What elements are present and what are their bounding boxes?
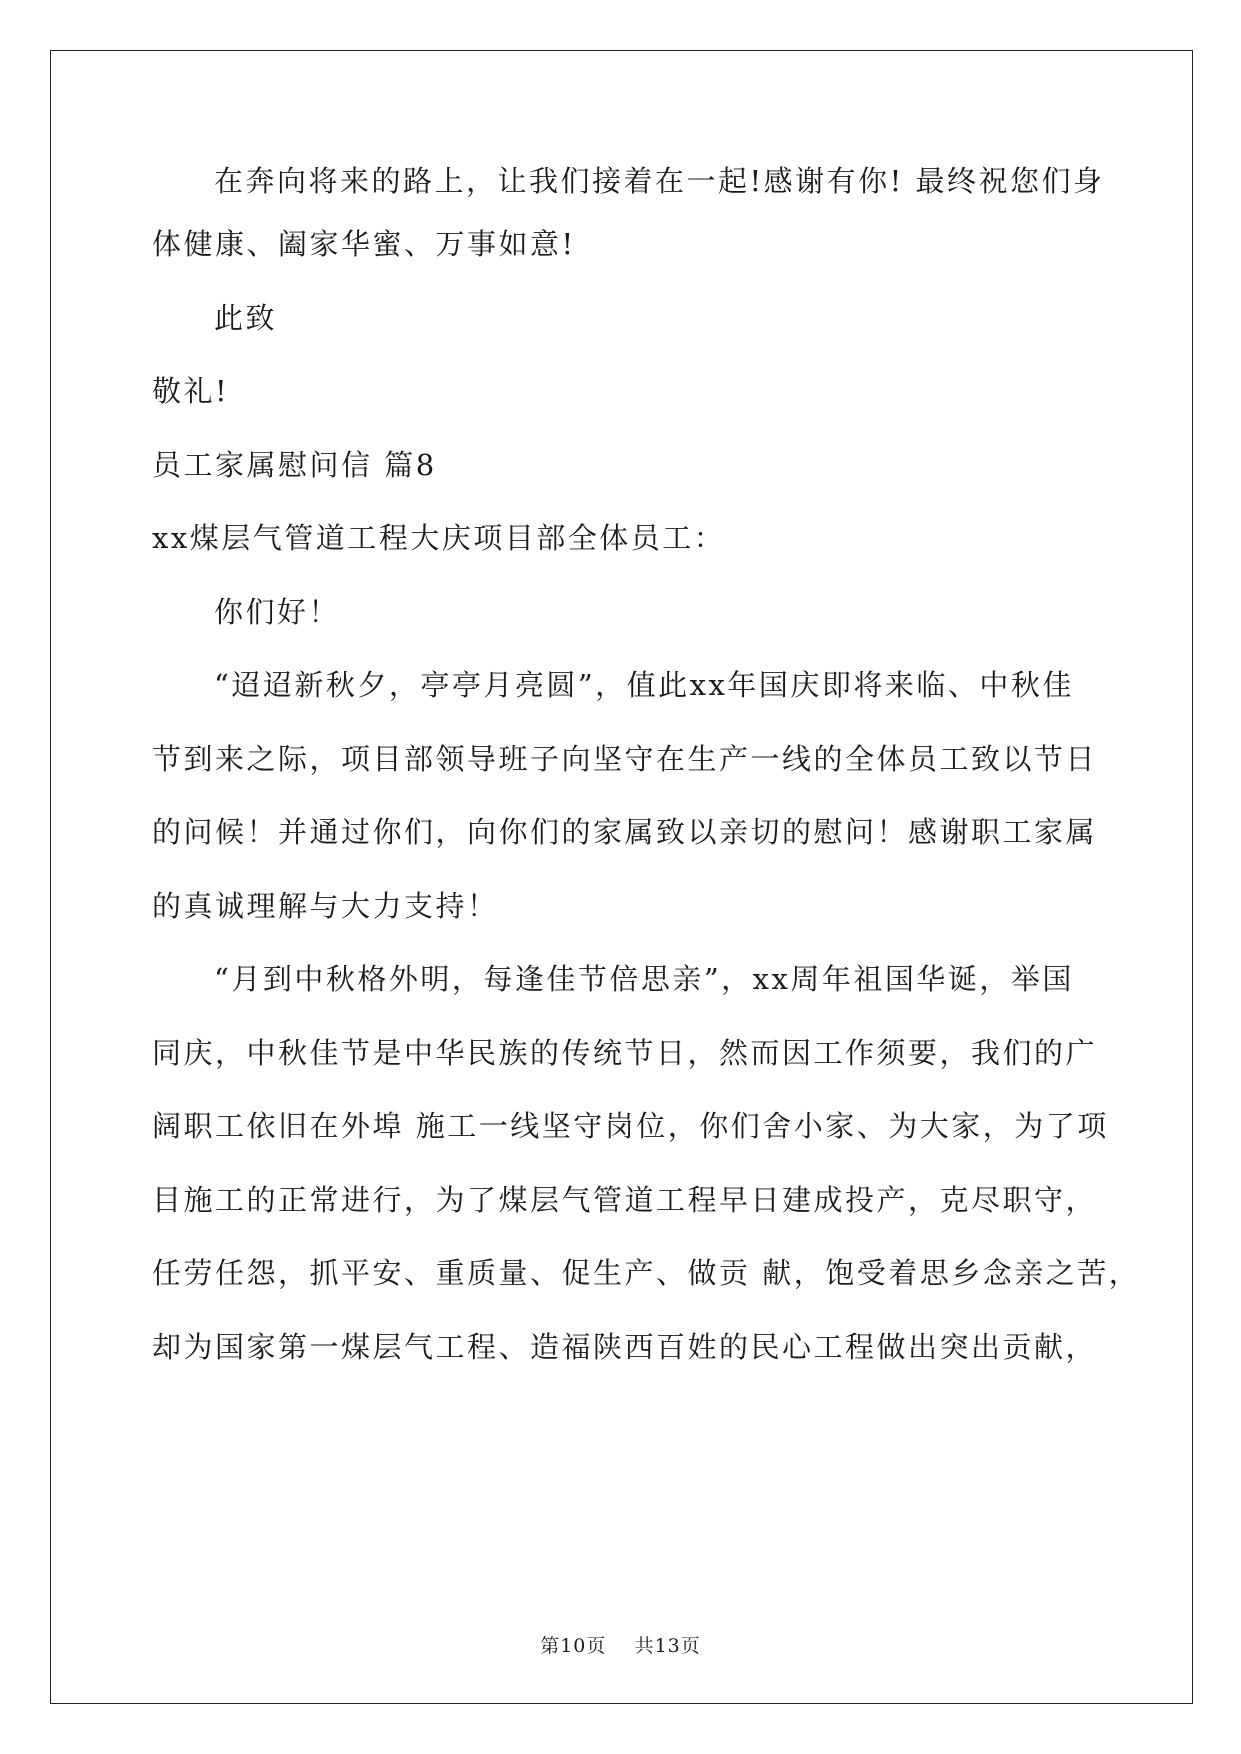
paragraph-line: 体健康、阖家华蜜、万事如意!	[152, 227, 576, 261]
page-number: 第10页	[540, 1635, 607, 1657]
paragraph-line: 任劳任怨，抓平安、重质量、促生产、做贡 献，饱受着思乡念亲之苦，	[152, 1256, 1141, 1290]
page-border	[50, 50, 1193, 1704]
paragraph-line: 在奔向将来的路上，让我们接着在一起!感谢有你! 最终祝您们身	[214, 164, 1105, 198]
paragraph-line: 目施工的正常进行，为了煤层气管道工程早日建成投产，克尽职守，	[152, 1183, 1098, 1217]
page-footer	[0, 1634, 1241, 1658]
section-heading: 员工家属慰问信 篇8	[152, 448, 437, 482]
paragraph-line: 的问候！并通过你们，向你们的家属致以亲切的慰问！感谢职工家属	[152, 815, 1098, 849]
addressee-line: xx煤层气管道工程大庆项目部全体员工：	[152, 521, 726, 555]
paragraph-line: “月到中秋格外明，每逢佳节倍思亲”，xx周年祖国华诞，举国	[214, 962, 1074, 996]
salutation-line: 敬礼!	[152, 374, 230, 408]
greeting-line: 你们好！	[214, 595, 341, 629]
paragraph-line: 节到来之际，项目部领导班子向坚守在生产一线的全体员工致以节日	[152, 742, 1098, 776]
page-total: 共13页	[634, 1635, 701, 1657]
paragraph-line: 的真诚理解与大力支持！	[152, 889, 499, 923]
paragraph-line: 阔职工依旧在外埠 施工一线坚守岗位，你们舍小家、为大家，为了项	[152, 1109, 1109, 1143]
paragraph-line: 同庆，中秋佳节是中华民族的传统节日，然而因工作须要，我们的广	[152, 1036, 1098, 1070]
paragraph-line: 却为国家第一煤层气工程、造福陕西百姓的民心工程做出突出贡献，	[152, 1330, 1098, 1364]
paragraph-line: “迢迢新秋夕，亭亭月亮圆”，值此xx年国庆即将来临、中秋佳	[214, 668, 1074, 702]
salutation-line: 此致	[214, 301, 278, 335]
